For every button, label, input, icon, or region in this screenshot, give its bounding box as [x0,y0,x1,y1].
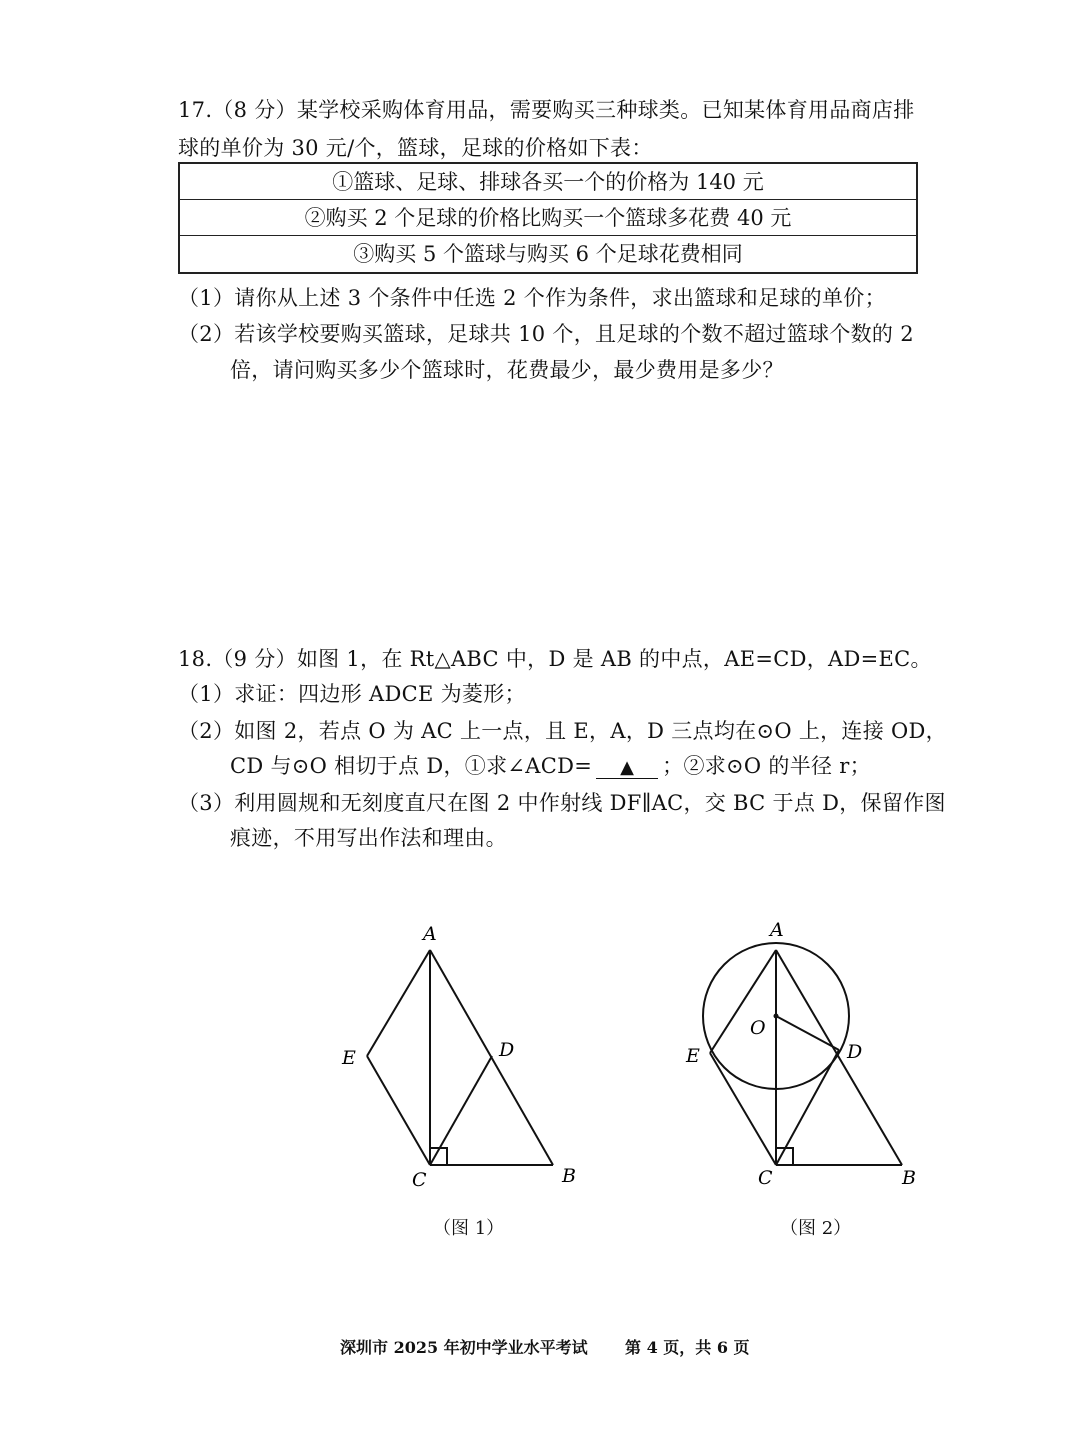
table-row-3: ③购买 5 个篮球与购买 6 个足球花费相同 [353,242,743,266]
footer-exam-title: 深圳市 2025 年初中学业水平考试 [340,1338,588,1357]
label-D: D [499,1039,515,1061]
label-C: C [412,1169,427,1191]
q17-part2-line1: （2）若该学校要购买篮球，足球共 10 个，且足球的个数不超过篮球个数的 2 [178,322,914,346]
q18-part2-line2-pre: CD 与⊙O 相切于点 D，①求∠ACD= [230,754,593,778]
label-E: E [686,1045,700,1067]
label-B: B [562,1165,576,1187]
q18-part1: （1）求证：四边形 ADCE 为菱形； [178,682,526,706]
segment-AE [367,950,430,1056]
label-B: B [902,1167,916,1189]
label-E: E [342,1047,356,1069]
table-row-2: ②购买 2 个足球的价格比购买一个篮球多花费 40 元 [180,200,916,236]
q18-part2-line1: （2）如图 2，若点 O 为 AC 上一点，且 E，A，D 三点均在⊙O 上，连接 OD， [178,719,947,743]
label-D: D [847,1041,863,1063]
label-A: A [423,923,437,945]
figure-1 [320,910,610,1200]
segment-AE [710,950,776,1053]
price-conditions-table [178,162,918,274]
segment-EC [367,1056,430,1165]
figure-1-caption: （图 1） [433,1218,505,1239]
q17-line1: 17.（8 分）某学校采购体育用品，需要购买三种球类。已知某体育用品商店排 [178,98,915,122]
q18-line1: 18.（9 分）如图 1，在 Rt△ABC 中，D 是 AB 的中点，AE=CD，AD=EC。 [178,647,932,671]
segment-AB [776,950,902,1165]
label-C: C [758,1167,773,1189]
q18-part2-line2 [230,750,871,780]
q17-part1: （1）请你从上述 3 个条件中任选 2 个作为条件，求出篮球和足球的单价； [178,286,886,310]
q18-part3-line2: 痕迹，不用写出作法和理由。 [230,826,507,850]
q18-part3-line1: （3）利用圆规和无刻度直尺在图 2 中作射线 DF∥AC，交 BC 于点 D，保留作图 [178,791,946,815]
segment-OD [776,1016,839,1050]
figure-2 [670,910,950,1200]
answer-blank [596,758,658,779]
center-dot-O [774,1014,779,1019]
q17-line2: 球的单价为 30 元/个，篮球，足球的价格如下表： [178,136,653,160]
footer-page-number: 第 4 页，共 6 页 [625,1338,750,1357]
label-O: O [750,1017,766,1039]
label-A: A [770,919,784,941]
figure-2-caption: （图 2） [780,1218,852,1239]
segment-EC [710,1053,776,1165]
table-row-1: ①篮球、足球、排球各买一个的价格为 140 元 [180,164,916,200]
q18-part2-line2-post: ；②求⊙O 的半径 r； [662,754,871,778]
q17-part2-line2: 倍，请问购买多少个篮球时，花费最少，最少费用是多少？ [230,358,784,382]
triangle-icon: ▲ [620,757,635,778]
